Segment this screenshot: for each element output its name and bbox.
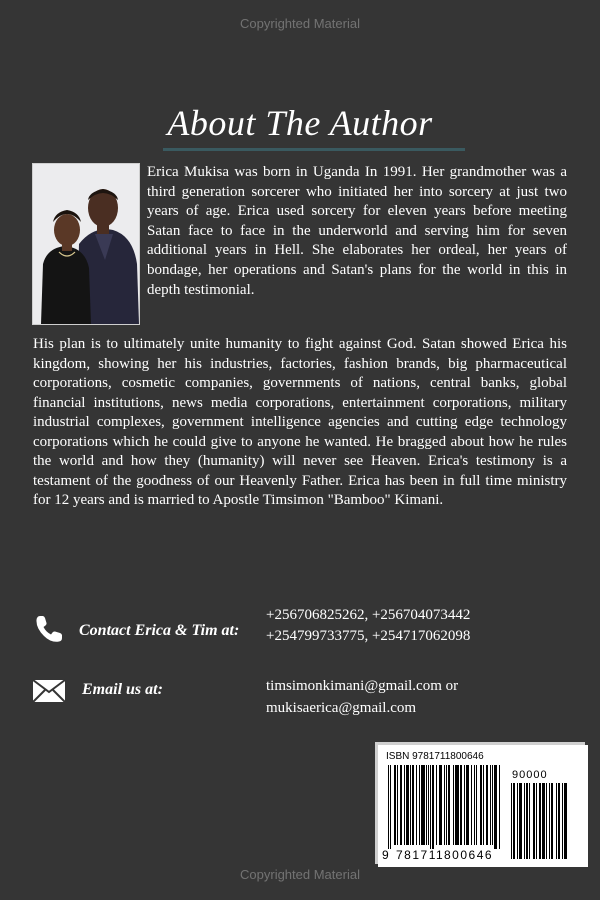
phone-line-2: +254799733775, +254717062098 [266,628,471,644]
barcode-bar [480,765,482,845]
barcode-bar [406,765,409,845]
author-photo [32,163,140,325]
barcode-bar [446,765,447,845]
barcode-bar [460,765,462,845]
contact-label: Contact Erica & Tim at: [79,622,240,639]
barcode-bar [426,765,427,845]
barcode-bar [556,783,557,859]
ean-first-digit: 9 [382,848,390,862]
isbn-label: ISBN 9781711800646 [386,751,484,762]
barcode-bar [542,783,545,859]
barcode-bar [526,783,528,859]
author-bio-details: His plan is to ultimately unite humanity to fight against God. Satan showed Erica his kingdom, showing her his industries, factories, fashion brands, big pharmaceutical corporations, cosmetic companies, governments of nations, central banks, global financial institutions, news media corporations, entertainment corporations, military industrial complexes, government intelligence agencies and cutting edge technology corporations which he could give to anyone he wanted. He bragged about how he rules the world and how they (humanity) will never see Heaven. Erica's testimony is a testament of the goodness of our Heavenly Father. Erica has been in full time ministry for 12 years and is married to Apostle Timsimon "Bamboo" Kimani. [33,336,567,508]
barcode-bar [428,765,429,845]
author-bio-intro: Erica Mukisa was born in Uganda In 1991. Her grandmother was a third generation sorcerer who initiated her into sorcery at just two years of age. Erica used sorcery for eleven years before meeting Satan face to face in the underworld and serving him for seven additional years in Hell. She elaborates her ordeal, her years of bondage, her operations and Satan's plans for the world in this in depth testimonial. [147,164,567,298]
barcode-bar [558,783,560,859]
barcode-bar [464,765,465,845]
barcode-bars [388,765,506,849]
barcode-bar [562,783,563,859]
barcode-bar [388,765,389,849]
watermark-top: Copyrighted Material [240,16,360,31]
barcode-bar [519,783,522,859]
ean-left-digits: 781711 [396,848,445,862]
barcode-bar [513,783,515,859]
barcode-bar [400,765,402,845]
phone-line-1: +256706825262, +256704073442 [266,607,471,623]
page-title: About The Author [167,103,433,143]
barcode-bar [551,783,553,859]
isbn-barcode [378,745,588,867]
barcode-bar [499,765,500,849]
barcode-bar [432,765,434,849]
email-label: Email us at: [82,681,163,698]
barcode-bar [549,783,550,859]
barcode-bar [430,765,431,849]
barcode-bar [455,765,459,845]
barcode-bar [524,783,525,859]
price-code: 90000 [512,769,548,781]
barcode-bar [404,765,405,845]
barcode-bar [421,765,425,845]
ean-right-digits: 800646 [444,848,494,862]
barcode-bar [494,765,497,849]
barcode-bar [539,783,541,859]
barcode-bar [483,765,484,845]
barcode-bar [564,783,567,859]
barcode-bar [486,765,488,845]
phone-icon [34,614,64,644]
barcode-bar [492,765,493,845]
barcode-bar [517,783,518,859]
title-underline [163,148,465,151]
barcode-bar [397,765,398,845]
barcode-bar [511,783,512,859]
barcode-bar [474,765,475,845]
envelope-icon [32,679,66,703]
barcode-bar [416,765,417,845]
barcode-bar [453,765,454,845]
email-line-2: mukisaerica@gmail.com [266,700,417,716]
barcode-bar [448,765,450,845]
barcode-bar [394,765,396,845]
email-addresses [266,675,458,719]
phone-numbers [266,605,470,647]
barcode-bar [436,765,437,845]
barcode-bar [444,765,445,845]
barcode-bar [471,765,472,845]
watermark-bottom: Copyrighted Material [240,867,360,882]
barcode-bar [533,783,535,859]
barcode-bar [476,765,477,845]
barcode-bar [490,765,491,845]
email-line-1: timsimonkimani@gmail.com or [266,678,459,694]
barcode-bar [410,765,411,845]
barcode-bar [412,765,414,845]
barcode-bar [546,783,547,859]
barcode-bar [529,783,530,859]
barcode-bar [390,765,391,849]
barcode-bar [419,765,420,845]
barcode-bar [466,765,469,845]
barcode-bar [536,783,537,859]
barcode-addon-bars [511,783,581,859]
barcode-bar [439,765,442,845]
